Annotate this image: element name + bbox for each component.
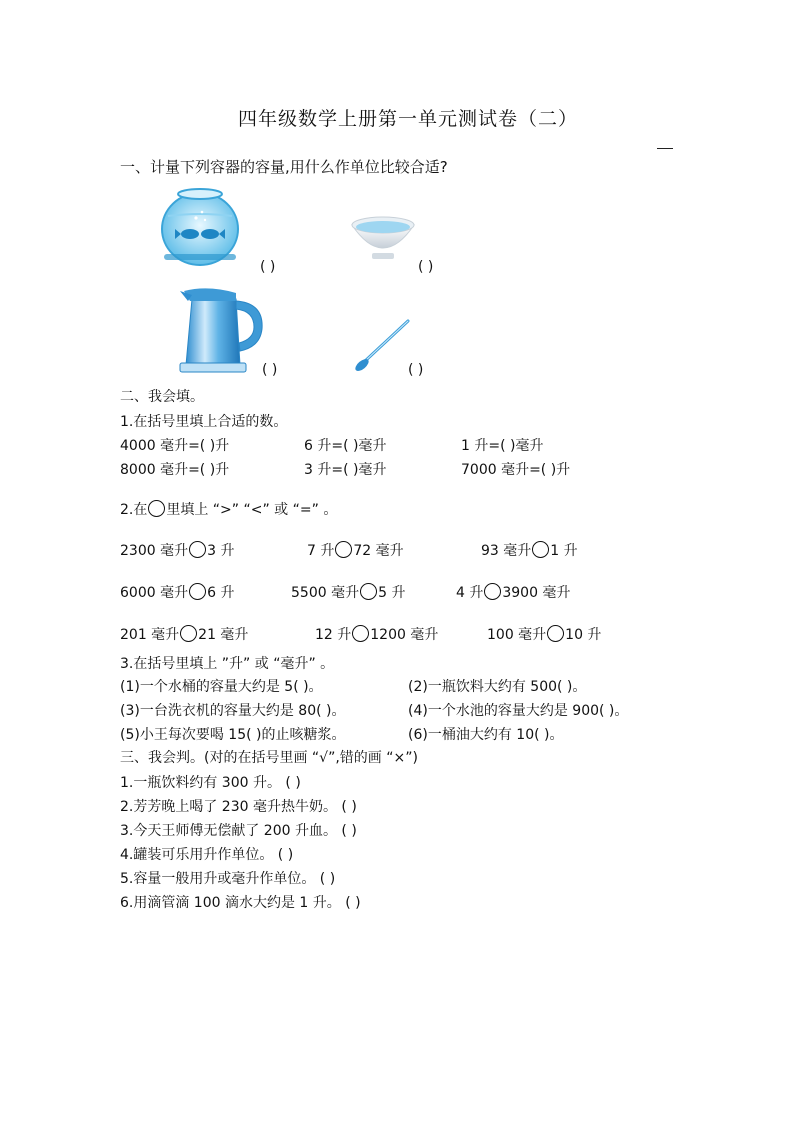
bowl-answer[interactable]: ( ) (418, 259, 434, 275)
q3-item[interactable]: (1)一个水桶的容量大约是 5( )。 (120, 679, 323, 695)
compare-right: 10 升 (565, 627, 602, 643)
compare-left: 5500 毫升 (291, 585, 360, 601)
compare-item (481, 541, 578, 560)
compare-circle[interactable] (484, 583, 501, 600)
compare-circle[interactable] (335, 541, 352, 558)
compare-circle[interactable] (547, 625, 564, 642)
fishbowl-icon (160, 186, 240, 268)
section-3-heading: 三、我会判。(对的在括号里画 “√”,错的画 “×”) (120, 750, 418, 766)
judge-item[interactable]: 6.用滴管滴 100 滴水大约是 1 升。 ( ) (120, 895, 361, 911)
compare-circle[interactable] (352, 625, 369, 642)
compare-right: 5 升 (378, 585, 406, 601)
header-dash (657, 148, 673, 149)
q2-label-pre: 2.在 (120, 502, 148, 518)
spoon-answer[interactable]: ( ) (408, 362, 424, 378)
q3-item[interactable]: (4)一个水池的容量大约是 900( )。 (408, 703, 629, 719)
q1-item[interactable]: 4000 毫升=( )升 (120, 438, 230, 454)
compare-right: 1200 毫升 (370, 627, 439, 643)
q3-item[interactable]: (3)一台洗衣机的容量大约是 80( )。 (120, 703, 346, 719)
q3-item[interactable]: (2)一瓶饮料大约有 500( )。 (408, 679, 587, 695)
compare-circle[interactable] (189, 583, 206, 600)
compare-item (307, 541, 404, 560)
compare-item (315, 625, 438, 644)
q1-item[interactable]: 7000 毫升=( )升 (461, 462, 571, 478)
compare-right: 21 毫升 (198, 627, 249, 643)
q1-item[interactable]: 8000 毫升=( )升 (120, 462, 230, 478)
kettle-answer[interactable]: ( ) (262, 362, 278, 378)
judge-item[interactable]: 1.一瓶饮料约有 300 升。 ( ) (120, 775, 301, 791)
spoon-icon (352, 318, 412, 374)
compare-right: 3900 毫升 (502, 585, 571, 601)
compare-left: 7 升 (307, 543, 335, 559)
compare-right: 3 升 (207, 543, 235, 559)
compare-circle[interactable] (532, 541, 549, 558)
compare-left: 100 毫升 (487, 627, 547, 643)
q3-item[interactable]: (5)小王每次要喝 15( )的止咳糖浆。 (120, 727, 346, 743)
compare-circle[interactable] (180, 625, 197, 642)
compare-left: 2300 毫升 (120, 543, 189, 559)
q2-label (120, 500, 337, 519)
compare-right: 72 毫升 (353, 543, 404, 559)
compare-left: 93 毫升 (481, 543, 532, 559)
q1-label: 1.在括号里填上合适的数。 (120, 414, 288, 430)
q1-item[interactable]: 6 升=( )毫升 (304, 438, 387, 454)
circle-icon (148, 500, 165, 517)
compare-left: 201 毫升 (120, 627, 180, 643)
bowl-icon (350, 213, 416, 265)
page-title: 四年级数学上册第一单元测试卷（二） (238, 108, 579, 130)
q3-label: 3.在括号里填上 ”升” 或 “毫升” 。 (120, 656, 335, 672)
compare-left: 12 升 (315, 627, 352, 643)
judge-item[interactable]: 3.今天王师傅无偿献了 200 升血。 ( ) (120, 823, 357, 839)
q3-item[interactable]: (6)一桶油大约有 10( )。 (408, 727, 564, 743)
judge-item[interactable]: 5.容量一般用升或毫升作单位。 ( ) (120, 871, 336, 887)
judge-item[interactable]: 2.芳芳晚上喝了 230 毫升热牛奶。 ( ) (120, 799, 357, 815)
compare-item (120, 625, 248, 644)
compare-circle[interactable] (360, 583, 377, 600)
compare-left: 4 升 (456, 585, 484, 601)
section-2-heading: 二、我会填。 (120, 389, 204, 405)
compare-item (120, 541, 234, 560)
compare-circle[interactable] (189, 541, 206, 558)
judge-item[interactable]: 4.罐装可乐用升作单位。 ( ) (120, 847, 294, 863)
compare-left: 6000 毫升 (120, 585, 189, 601)
compare-item (291, 583, 405, 602)
q1-item[interactable]: 1 升=( )毫升 (461, 438, 544, 454)
compare-item (456, 583, 570, 602)
kettle-icon (178, 285, 266, 375)
compare-right: 1 升 (550, 543, 578, 559)
q2-label-post: 里填上 “>” “<” 或 “=” 。 (166, 502, 338, 518)
q1-item[interactable]: 3 升=( )毫升 (304, 462, 387, 478)
compare-right: 6 升 (207, 585, 235, 601)
compare-item (120, 583, 234, 602)
compare-item (487, 625, 601, 644)
fishbowl-answer[interactable]: ( ) (260, 259, 276, 275)
section-1-heading: 一、计量下列容器的容量,用什么作单位比较合适? (120, 158, 448, 176)
